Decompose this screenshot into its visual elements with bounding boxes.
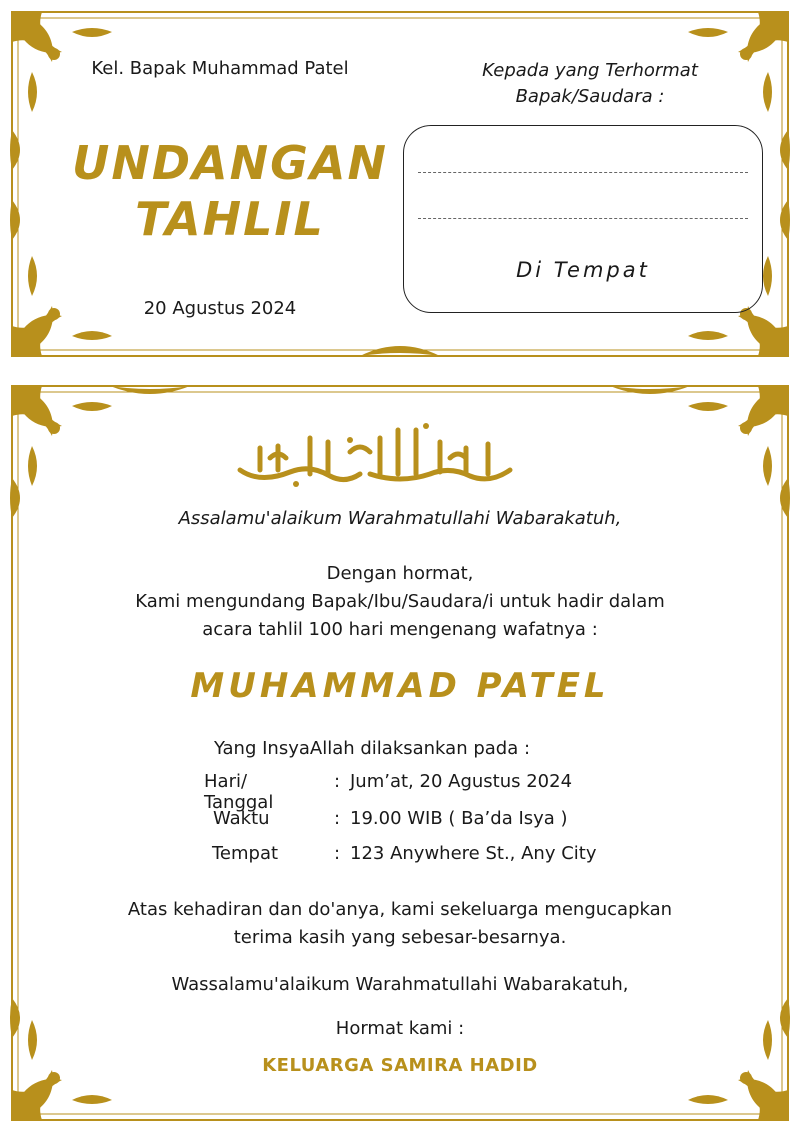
detail-colon: : — [334, 771, 341, 792]
intro-line-1: Dengan hormat, — [326, 563, 474, 584]
recipient-heading — [420, 58, 760, 110]
detail-colon: : — [334, 843, 341, 864]
detail-value: Jum’at, 20 Agustus 2024 — [350, 771, 573, 792]
detail-label: Waktu — [213, 808, 270, 829]
schedule-intro: Yang InsyaAllah dilaksankan pada : — [214, 738, 531, 759]
recipient-line-1[interactable] — [418, 172, 748, 173]
opening-greeting: Assalamu'alaikum Warahmatullahi Wabarakatuh, — [178, 508, 622, 529]
recipient-heading-line2: Bapak/Saudara : — [515, 86, 665, 107]
detail-label: Tempat — [212, 843, 279, 864]
intro-line-2: Kami mengundang Bapak/Ibu/Saudara/i untuk hadir dalam — [135, 591, 665, 612]
basmalah-calligraphy-icon — [230, 418, 520, 490]
recipient-place: Di Tempat — [516, 258, 650, 282]
recipient-address-box — [403, 125, 763, 313]
invitation-title-line2: TAHLIL — [135, 192, 325, 246]
detail-value: 123 Anywhere St., Any City — [350, 843, 597, 864]
recipient-heading-line1: Kepada yang Terhormat — [482, 60, 698, 81]
intro-line-3: acara tahlil 100 hari mengenang wafatnya : — [202, 619, 598, 640]
deceased-name: MUHAMMAD PATEL — [190, 666, 610, 706]
thanks-line-1: Atas kehadiran dan do'anya, kami sekeluarga mengucapkan — [127, 899, 673, 920]
invitation-intro — [60, 560, 740, 644]
closing-greeting: Wassalamu'alaikum Warahmatullahi Wabarakatuh, — [171, 974, 629, 995]
cover-date: 20 Agustus 2024 — [143, 298, 297, 319]
thanks-line-2: terima kasih yang sebesar-besarnya. — [233, 927, 567, 948]
sender-name: Kel. Bapak Muhammad Patel — [91, 58, 349, 79]
detail-label: Hari/ Tanggal — [204, 771, 274, 813]
family-signature: KELUARGA SAMIRA HADID — [262, 1055, 538, 1076]
detail-colon: : — [334, 808, 341, 829]
detail-value: 19.00 WIB ( Ba’da Isya ) — [350, 808, 568, 829]
regards-label: Hormat kami : — [335, 1018, 465, 1039]
invitation-title: UNDANGAN — [72, 136, 388, 190]
thanks-message — [60, 896, 740, 952]
recipient-line-2[interactable] — [418, 218, 748, 219]
